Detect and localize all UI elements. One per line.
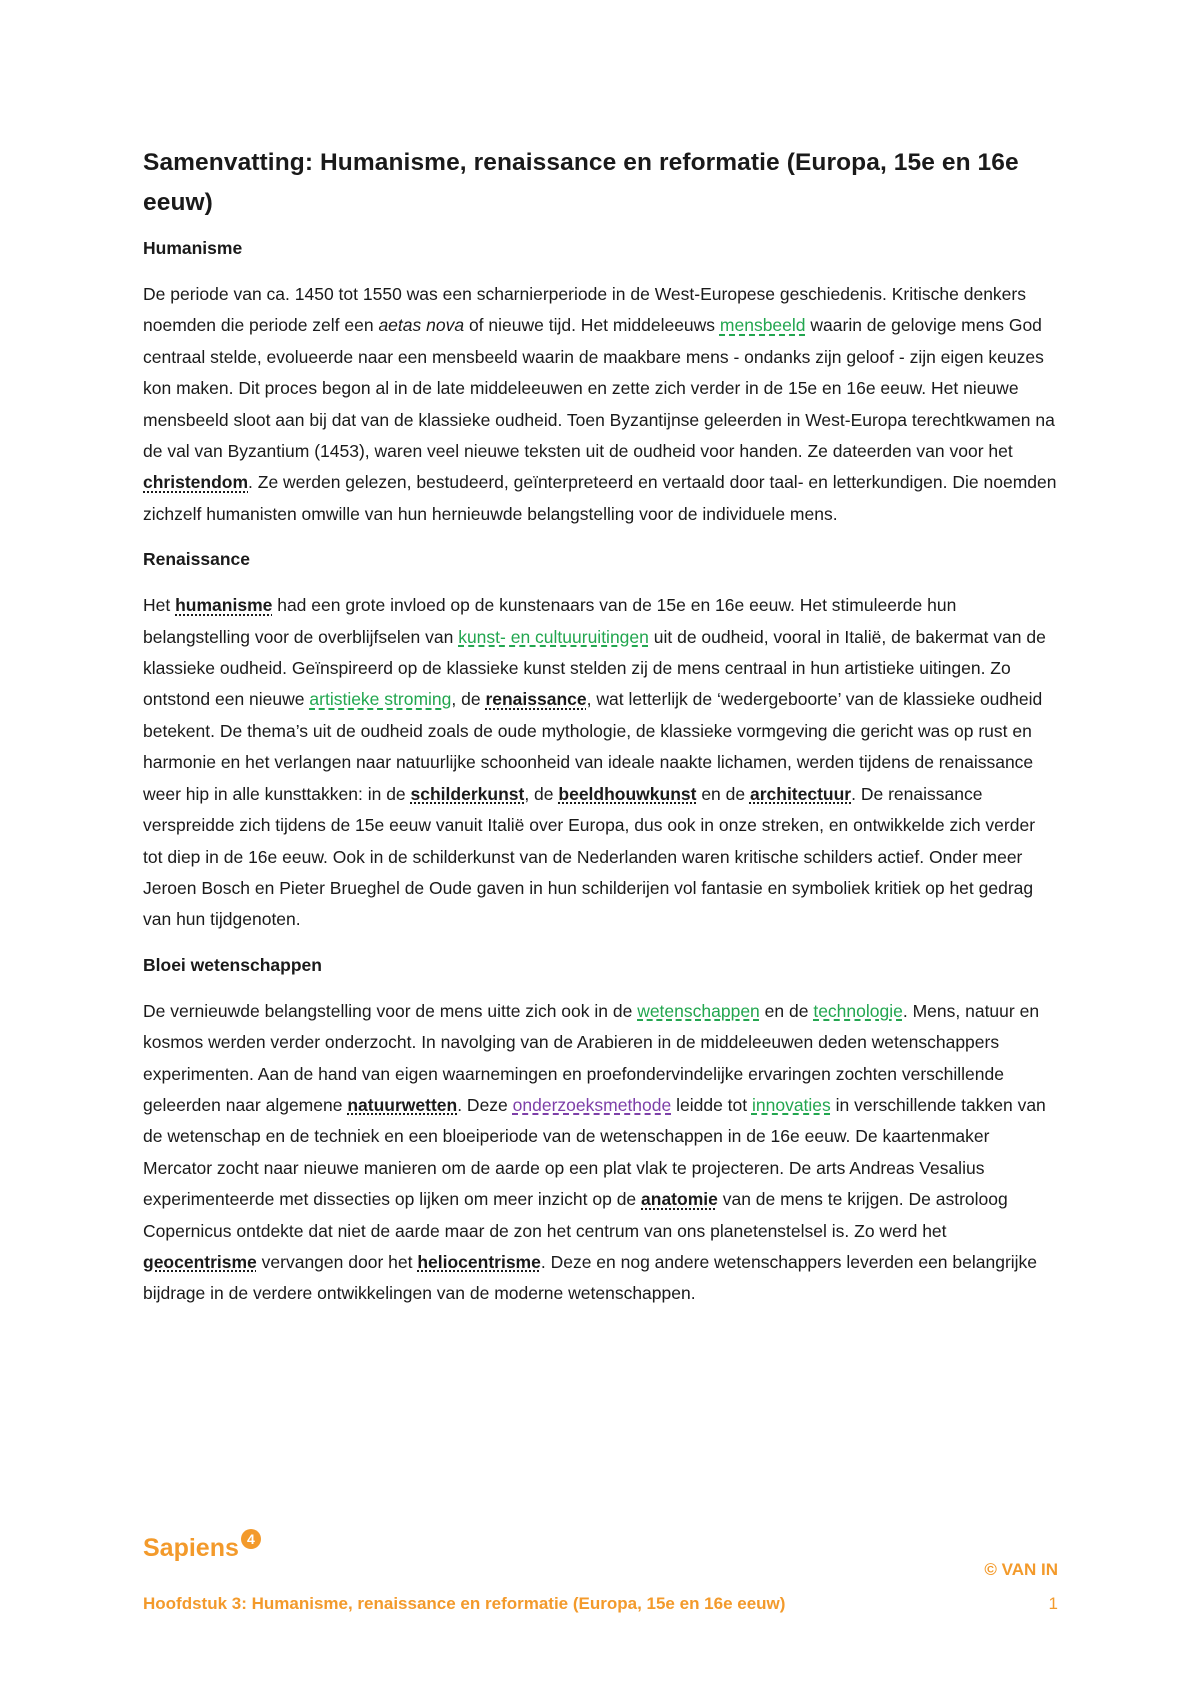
glossary-link-anatomie[interactable]: anatomie [641, 1189, 718, 1210]
logo-badge: 4 [241, 1529, 261, 1549]
glossary-link-natuurwetten[interactable]: natuurwetten [347, 1094, 458, 1115]
footer-chapter-title: Hoofdstuk 3: Humanisme, renaissance en reformatie (Europa, 15e en 16e eeuw) [143, 1594, 786, 1613]
glossary-link-kunst-cultuuruitingen[interactable]: kunst- en cultuuruitingen [458, 626, 649, 647]
glossary-link-architectuur[interactable]: architectuur [749, 783, 852, 804]
paragraph-humanisme [143, 279, 1058, 530]
text-run: waarin de gelovige mens God centraal stelde, evolueerde naar een mensbeeld waarin de maakbare mens - ondanks zijn geloof - zijn eigen keuzes kon maken. Dit proces begon al in de late middeleeuwen en zette zich verder in de 15e en 16e eeuw. Het nieuwe mensbeeld sloot aan bij dat van de klassieke oudheid. Toen Byzantijnse geleerden in West-Europa terechtkwamen na de val van Byzantium (1453), waren veel nieuwe teksten uit de oudheid voor handen. Ze dateerden van voor het [143, 315, 1055, 462]
text-run: . Deze en nog andere wetenschappers leverden een belangrijke bijdrage in de verdere ontwikkelingen van de moderne wetenschappen. [143, 1251, 1038, 1304]
glossary-link-innovaties[interactable]: innovaties [751, 1094, 831, 1115]
glossary-link-schilderkunst[interactable]: schilderkunst [410, 783, 525, 804]
glossary-link-onderzoeksmethode[interactable]: onderzoeksmethode [512, 1094, 672, 1115]
text-run: . Mens, natuur en kosmos werden verder onderzocht. In navolging van de Arabieren in de middeleeuwen deden wetenschappers experimenten. Aan de hand van eigen waarnemingen en proefondervindelijke ervaringen zochten verschillende geleerden naar algemene [143, 1000, 1040, 1115]
section-heading-renaissance: Renaissance [143, 549, 251, 570]
text-run: . Deze [457, 1094, 513, 1115]
glossary-link-beeldhouwkunst[interactable]: beeldhouwkunst [558, 783, 697, 804]
text-run: en de [759, 1000, 814, 1021]
document-body [143, 143, 1058, 1326]
page-title: Samenvatting: Humanisme, renaissance en reformatie (Europa, 15e en 16e eeuw) [143, 149, 1019, 216]
glossary-link-mensbeeld[interactable]: mensbeeld [719, 315, 806, 336]
text-run: en de [696, 783, 750, 804]
text-run: , de [451, 689, 486, 710]
glossary-link-geocentrisme[interactable]: geocentrisme [143, 1251, 257, 1272]
text-run: of nieuwe tijd. Het middeleeuws [464, 315, 720, 336]
text-run: had een grote invloed op de kunstenaars van de 15e en 16e eeuw. Het stimuleerde hun belangstelling voor de overblijfselen van [143, 595, 957, 647]
paragraph-renaissance [143, 590, 1058, 935]
text-run: vervangen door het [256, 1251, 418, 1272]
section-heading-humanisme: Humanisme [143, 238, 243, 258]
logo-text: Sapiens [143, 1534, 239, 1562]
glossary-link-heliocentrisme[interactable]: heliocentrisme [417, 1251, 541, 1272]
text-run: Het [143, 595, 176, 616]
glossary-link-humanisme[interactable]: humanisme [175, 595, 273, 616]
text-run: in verschillende takken van de wetenschap en de techniek en een bloeiperiode van de wetenschappen in de 16e eeuw. De kaartenmaker Mercator zocht naar nieuwe manieren om de aarde op een plat vlak te projecteren. De arts Andreas Vesalius experimenteerde met dissecties op lijken om meer inzicht op de [143, 1094, 1046, 1210]
page-number: 1 [1048, 1594, 1058, 1613]
text-run: . Ze werden gelezen, bestudeerd, geïnterpreteerd en vertaald door taal- en letterkundigen. Die noemden zichzelf humanisten omwille van hun hernieuwde belangstelling voor de individuele mens. [143, 472, 1057, 524]
text-run: De vernieuwde belangstelling voor de mens uitte zich ook in de [143, 1000, 638, 1021]
glossary-link-artistieke-stroming[interactable]: artistieke stroming [309, 689, 452, 710]
sapiens-logo [143, 1531, 261, 1563]
text-run-italic: aetas nova [378, 315, 465, 336]
text-run: van de mens te krijgen. De astroloog Copernicus ontdekte dat niet de aarde maar de zon het centrum van ons planetenstelsel is. Zo werd het [143, 1189, 1008, 1241]
glossary-link-renaissance[interactable]: renaissance [485, 689, 587, 710]
section-heading-wetenschappen: Bloei wetenschappen [143, 954, 322, 975]
text-run: , wat letterlijk de ‘wedergeboorte’ van de klassieke oudheid betekent. De thema’s uit de oudheid zoals de oude mythologie, de klassieke vormgeving die gericht was op rust en harmonie en het verlangen naar natuurlijke schoonheid van ideale naakte lichamen, werden tijdens de renaissance weer hip in alle kunsttakken: in de [143, 689, 1043, 804]
copyright-notice: © VAN IN [984, 1560, 1058, 1579]
text-run: uit de oudheid, vooral in Italië, de bakermat van de klassieke oudheid. Geïnspireerd op de klassieke kunst stelden zij de mens centraal in hun artistieke uitingen. Zo ontstond een nieuwe [143, 626, 1046, 710]
paragraph-wetenschappen [143, 996, 1058, 1310]
glossary-link-technologie[interactable]: technologie [813, 1000, 903, 1021]
page-footer [143, 1530, 1058, 1630]
text-run: , de [524, 783, 559, 804]
text-run: leidde tot [671, 1094, 752, 1115]
glossary-link-wetenschappen[interactable]: wetenschappen [637, 1000, 760, 1021]
glossary-link-christendom[interactable]: christendom [143, 472, 249, 493]
text-run: De periode van ca. 1450 tot 1550 was een scharnierperiode in de West-Europese geschiedenis. Kritische denkers noemden die periode zelf een [143, 284, 1026, 336]
text-run: . De renaissance verspreidde zich tijdens de 15e eeuw vanuit Italië over Europa, dus ook in onze streken, en ontwikkelde zich verder tot diep in de 16e eeuw. Ook in de schilderkunst van de Nederlanden waren kritische schilders actief. Onder meer Jeroen Bosch en Pieter Brueghel de Oude gaven in hun schilderijen vol fantasie en symboliek kritiek op het gedrag van hun tijdgenoten. [143, 783, 1036, 930]
